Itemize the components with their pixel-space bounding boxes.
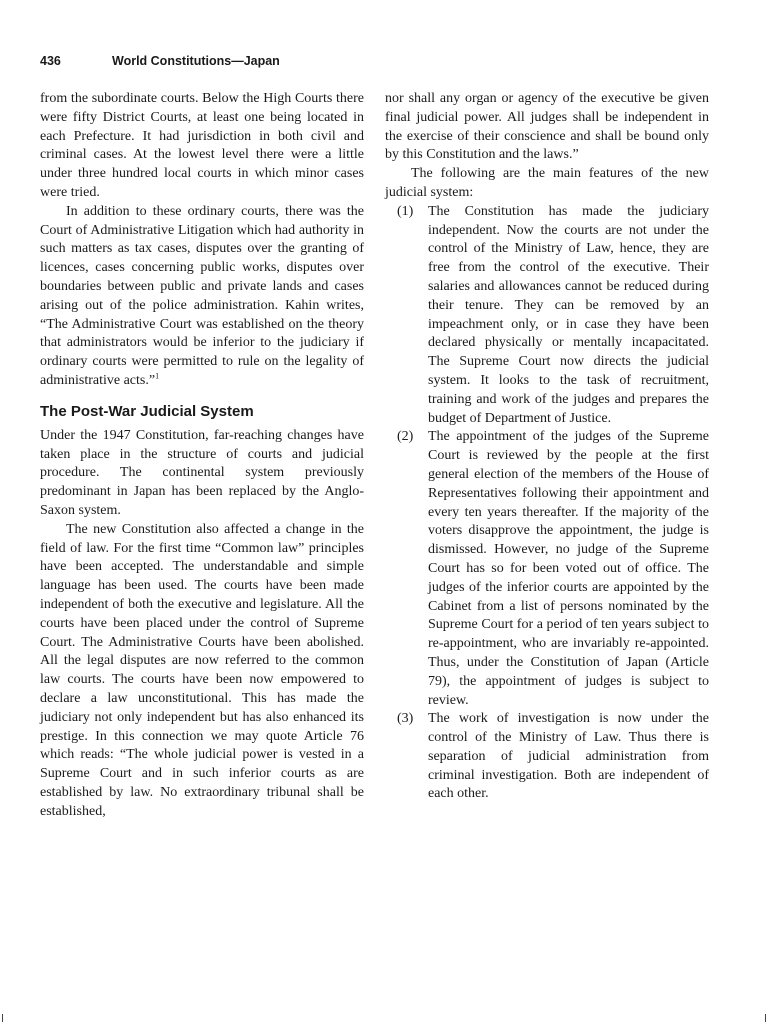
paragraph: The new Constitution also affected a change in the field of law. For the first time “Common law” principles have been accepted. The understandable and simple language has been used. The courts have been made independent of both the executive and legislature. All the courts have been placed under the control of Supreme Court. The Administrative Courts have been abolished. All the legal disputes are now referred to the common law courts. The courts have been now empowered to declare a law unconstitutional. This has made the judiciary not only independent but has also enhanced its prestige. In this connection we may quote Article 76 which reads: “The whole judicial power is vested in a Supreme Court and in such inferior courts as are established by law. No extraordinary tribunal shall be established, <box>40 521 364 819</box>
list-item <box>385 428 709 710</box>
crop-mark-left <box>2 1014 11 1022</box>
paragraph: nor shall any organ or agency of the executive be given final judicial power. All judges shall be independent in the exercise of their conscience and shall be bound only by this Constitution and the laws.” <box>385 91 709 163</box>
running-title: World Constitutions—Japan <box>112 54 280 68</box>
features-list <box>385 203 709 805</box>
paragraph: The following are the main features of the new judicial system: <box>385 166 709 200</box>
list-item-text: The Constitution has made the judiciary independent. Now the courts are not under the control of the Ministry of Law, hence, they are free from the control of the executive. Their salaries and allowances cannot be reduced during their tenure. They can be removed by an impeachment only, or in case they have been declared physically or mentally incapacitated. The Supreme Court now directs the judicial system. It looks to the task of recruitment, training and work of the judges and prepares the budget of Department of Justice. <box>428 203 709 426</box>
paragraph-text: In addition to these ordinary courts, there was the Court of Administrative Litigation which had authority in such matters as tax cases, disputes over the granting of licences, cases concerning public works, disputes over boundaries between public and private lands and cases arising out of the police administration. Kahin writes, “The Administrative Court was established on the theory that administrators would be inferior to the judiciary if ordinary courts were permitted to rule on the legality of administrative acts.” <box>40 203 364 388</box>
footnote-marker: 1 <box>155 371 160 381</box>
right-column <box>385 90 709 804</box>
paragraph: from the subordinate courts. Below the High Courts there were fifty District Courts, at least one being located in each Prefecture. It had jurisdiction in both civil and criminal cases. At the lowest level there were a little under three hundred local courts in which minor cases were tried. <box>40 91 364 200</box>
crop-mark-right <box>757 1014 766 1022</box>
page-number: 436 <box>40 54 61 68</box>
list-item-number: (2) <box>397 429 414 445</box>
list-item-text: The appointment of the judges of the Supreme Court is reviewed by the people at the first general election of the members of the House of Representatives following their appointment and every ten years thereafter. If the majority of the voters disapprove the appointment, the judge is dismissed. However, no judge of the Supreme Court has so for been voted out of office. The judges of the inferior courts are appointed by the Cabinet from a list of persons nominated by the Supreme Court for a period of ten years subject to re-appointment, who are invariably re-appointed. Thus, under the Constitution of Japan (Article 79), the appointment of judges is subject to review. <box>428 429 709 708</box>
section-heading: The Post-War Judicial System <box>40 402 254 420</box>
left-column <box>40 90 364 821</box>
page-header <box>40 54 280 68</box>
paragraph: Under the 1947 Constitution, far-reaching changes have taken place in the structure of courts and judicial procedure. The continental system previously predominant in Japan has been replaced by the Anglo-Saxon system. <box>40 427 364 518</box>
list-item <box>385 710 709 804</box>
paragraph-kahin-quote <box>40 203 364 391</box>
list-item-number: (1) <box>397 203 414 219</box>
list-item-text: The work of investigation is now under the control of the Ministry of Law. Thus there is separation of judicial administration from criminal investigation. Both are independent of each other. <box>428 711 709 802</box>
list-item <box>385 203 709 429</box>
list-item-number: (3) <box>397 711 414 727</box>
